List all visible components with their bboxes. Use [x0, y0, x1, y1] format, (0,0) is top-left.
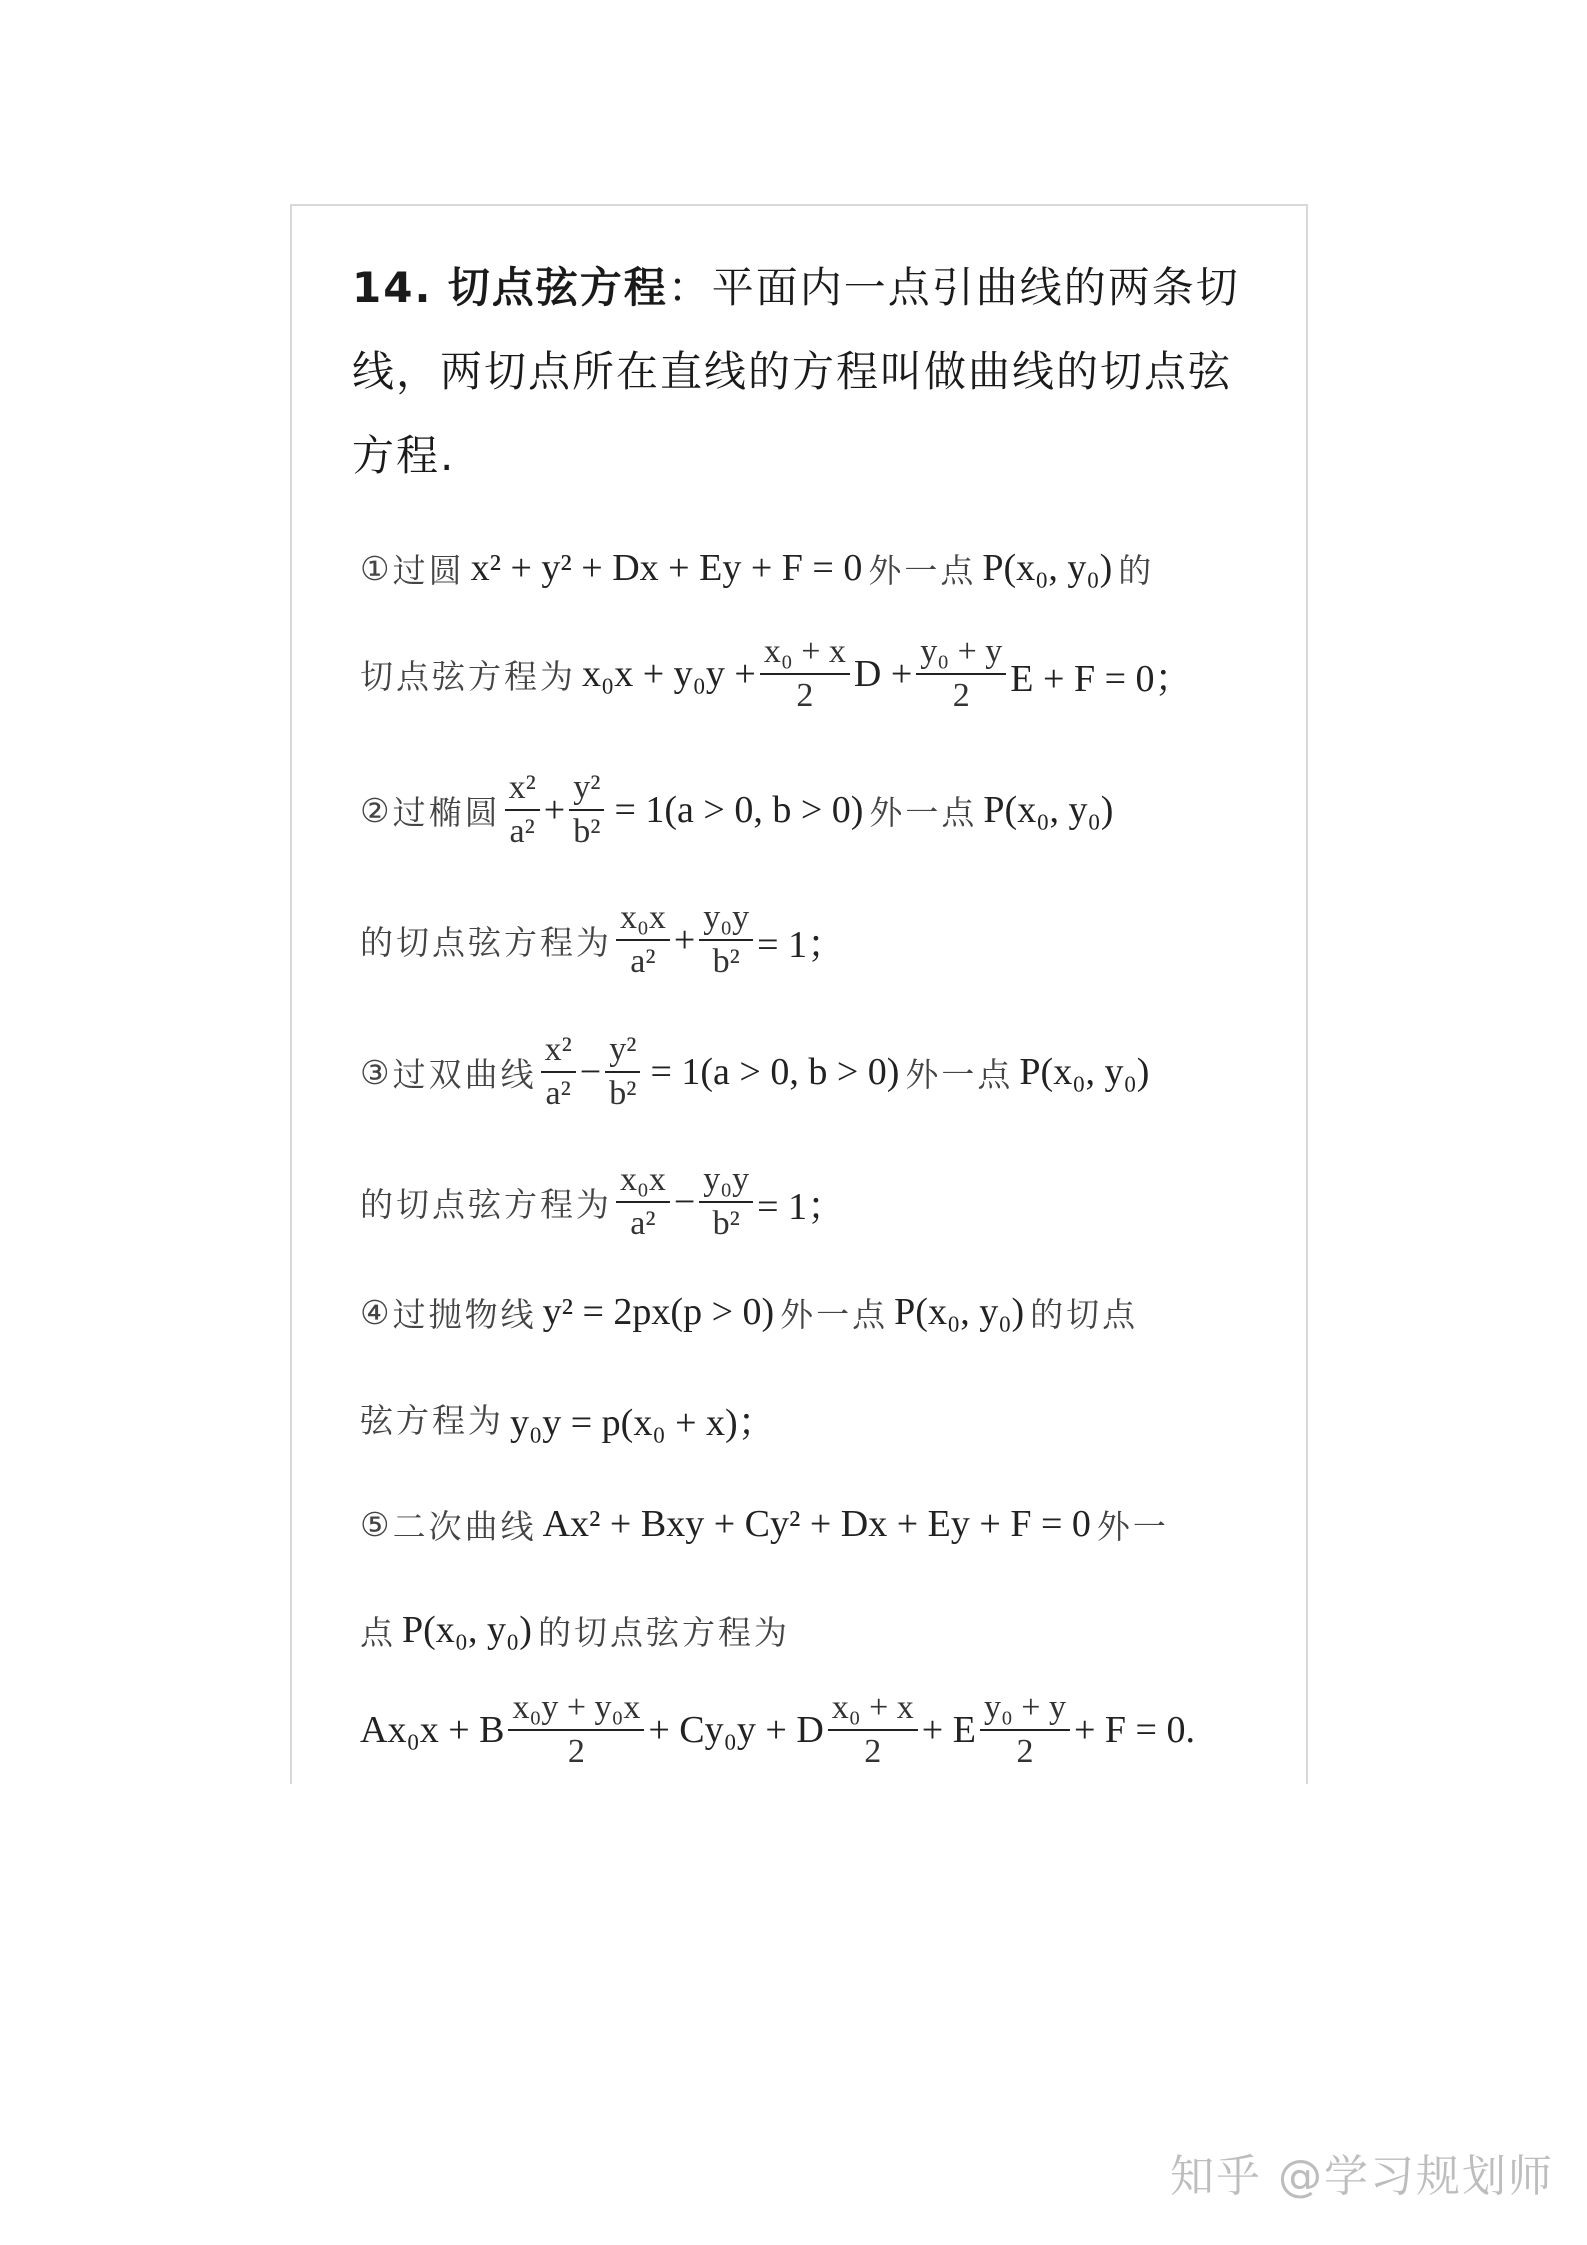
item-3-chord-label: 的切点弦方程为 — [360, 1184, 612, 1224]
item-1-end: 的 — [1118, 550, 1155, 590]
item-5-prefix: 二次曲线 — [392, 1506, 537, 1546]
item-3-prefix: 过双曲线 — [392, 1054, 537, 1094]
watermark-text: 知乎 @学习规划师 — [1170, 2151, 1554, 2202]
item-2-chord-frac-y: $\frac{\text{y₀y}}{\text{b²}}$ — [699, 899, 753, 981]
item-3-marker: ③ — [360, 1052, 393, 1092]
item-1-frac-1: $\frac{\text{x₀ + x}}{2}$ — [760, 633, 850, 715]
item-4-chord-eq: y₀y = p(x₀ + x)； — [510, 1401, 776, 1444]
item-1-frac-2: $\frac{\text{y₀ + y}}{2}$ — [916, 633, 1006, 715]
item-5-point: P(x₀, y₀) — [402, 1609, 532, 1651]
item-2-line-1 — [360, 760, 1113, 860]
item-2-suffix: 外一点 — [869, 792, 978, 832]
item-5-line-3 — [360, 1680, 1195, 1780]
item-4-chord-label: 弦方程为 — [360, 1400, 504, 1440]
section-colon: ： — [667, 263, 712, 312]
item-1-chord-eq-a: x₀x + y₀y + — [582, 653, 756, 695]
item-4-line-1 — [360, 1262, 1138, 1362]
item-2-prefix: 过椭圆 — [392, 792, 501, 832]
item-3-frac-y: $\frac{\text{y²}}{\text{b²}}$ — [605, 1031, 640, 1113]
item-3-chord-frac-y: $\frac{\text{y₀y}}{\text{b²}}$ — [699, 1161, 753, 1243]
item-5-marker: ⑤ — [360, 1504, 393, 1544]
item-1-chord-label: 切点弦方程为 — [360, 656, 576, 696]
section-number: 14. — [352, 263, 433, 312]
item-2-frac-x: $\frac{\text{x²}}{\text{a²}}$ — [505, 769, 540, 851]
section-heading — [352, 246, 1252, 498]
item-3-point: P(x₀, y₀) — [1019, 1051, 1150, 1093]
item-5-chord-c: + E — [921, 1709, 976, 1751]
section-term: 切点弦方程 — [447, 263, 668, 312]
item-2-frac-y: $\frac{\text{y²}}{\text{b²}}$ — [569, 769, 604, 851]
item-1-chord-mid: D + — [853, 653, 913, 695]
item-4-point: P(x₀, y₀) — [894, 1291, 1025, 1333]
item-3-line-2 — [360, 1152, 845, 1252]
item-5-chord-a: Ax₀x + B — [360, 1709, 505, 1751]
item-3-chord-frac-x: $\frac{\text{x₀x}}{\text{a²}}$ — [616, 1161, 670, 1243]
item-1-line-2 — [360, 624, 1193, 724]
item-3-frac-x: $\frac{\text{x²}}{\text{a²}}$ — [541, 1031, 576, 1113]
item-1-point: P(x₀, y₀) — [982, 547, 1113, 589]
item-3-line-1 — [360, 1022, 1149, 1122]
item-3-suffix: 外一点 — [905, 1054, 1014, 1094]
item-5-frac-d: $\frac{\text{x₀ + x}}{2}$ — [828, 1689, 918, 1771]
item-2-chord-op: + — [673, 919, 696, 961]
item-1-prefix: 过圆 — [392, 550, 465, 590]
item-5-suffix: 外一 — [1096, 1506, 1169, 1546]
content-card — [290, 204, 1308, 1784]
item-2-chord-label: 的切点弦方程为 — [360, 922, 612, 962]
item-4-end: 的切点 — [1030, 1294, 1139, 1334]
item-5-chord-b: + Cy₀y + D — [648, 1709, 824, 1751]
item-5-frac-e: $\frac{\text{y₀ + y}}{2}$ — [980, 1689, 1070, 1771]
item-1-line-1 — [360, 518, 1154, 618]
item-1-marker: ① — [360, 548, 393, 588]
item-2-point: P(x₀, y₀) — [983, 789, 1114, 831]
item-5-line-1 — [360, 1474, 1169, 1574]
item-5-equation: Ax² + Bxy + Cy² + Dx + Ey + F = 0 — [542, 1503, 1091, 1545]
item-3-chord-end: = 1； — [757, 1185, 846, 1228]
item-5-chord-d: + F = 0. — [1073, 1709, 1195, 1751]
item-4-prefix: 过抛物线 — [392, 1294, 537, 1334]
item-5-line-2 — [360, 1580, 790, 1680]
item-2-marker: ② — [360, 790, 393, 830]
item-2-chord-frac-x: $\frac{\text{x₀x}}{\text{a²}}$ — [616, 899, 670, 981]
item-1-suffix: 外一点 — [868, 550, 977, 590]
item-3-chord-op: − — [673, 1181, 696, 1223]
item-3-minus: − — [579, 1051, 602, 1093]
item-4-line-2 — [360, 1368, 776, 1468]
item-2-line-2 — [360, 890, 845, 990]
item-4-equation: y² = 2px(p > 0) — [542, 1291, 775, 1333]
item-5-frac-b: $\frac{\text{x₀y + y₀x}}{2}$ — [508, 1689, 644, 1771]
item-2-condition: = 1(a > 0, b > 0) — [614, 789, 864, 831]
item-3-condition: = 1(a > 0, b > 0) — [650, 1051, 900, 1093]
item-1-equation: x² + y² + Dx + Ey + F = 0 — [470, 547, 863, 589]
item-5-chord-label: 的切点弦方程为 — [537, 1612, 790, 1652]
item-5-prefix-2: 点 — [360, 1612, 396, 1652]
item-2-chord-end: = 1； — [757, 923, 846, 966]
section-definition: 平面内一点引曲线的两条切线，两切点所在直线的方程叫做曲线的切点弦方程. — [352, 263, 1240, 480]
item-4-suffix: 外一点 — [780, 1294, 889, 1334]
item-1-chord-eq-b: E + F = 0； — [1010, 657, 1193, 700]
item-2-plus: + — [543, 789, 566, 831]
item-4-marker: ④ — [360, 1292, 393, 1332]
